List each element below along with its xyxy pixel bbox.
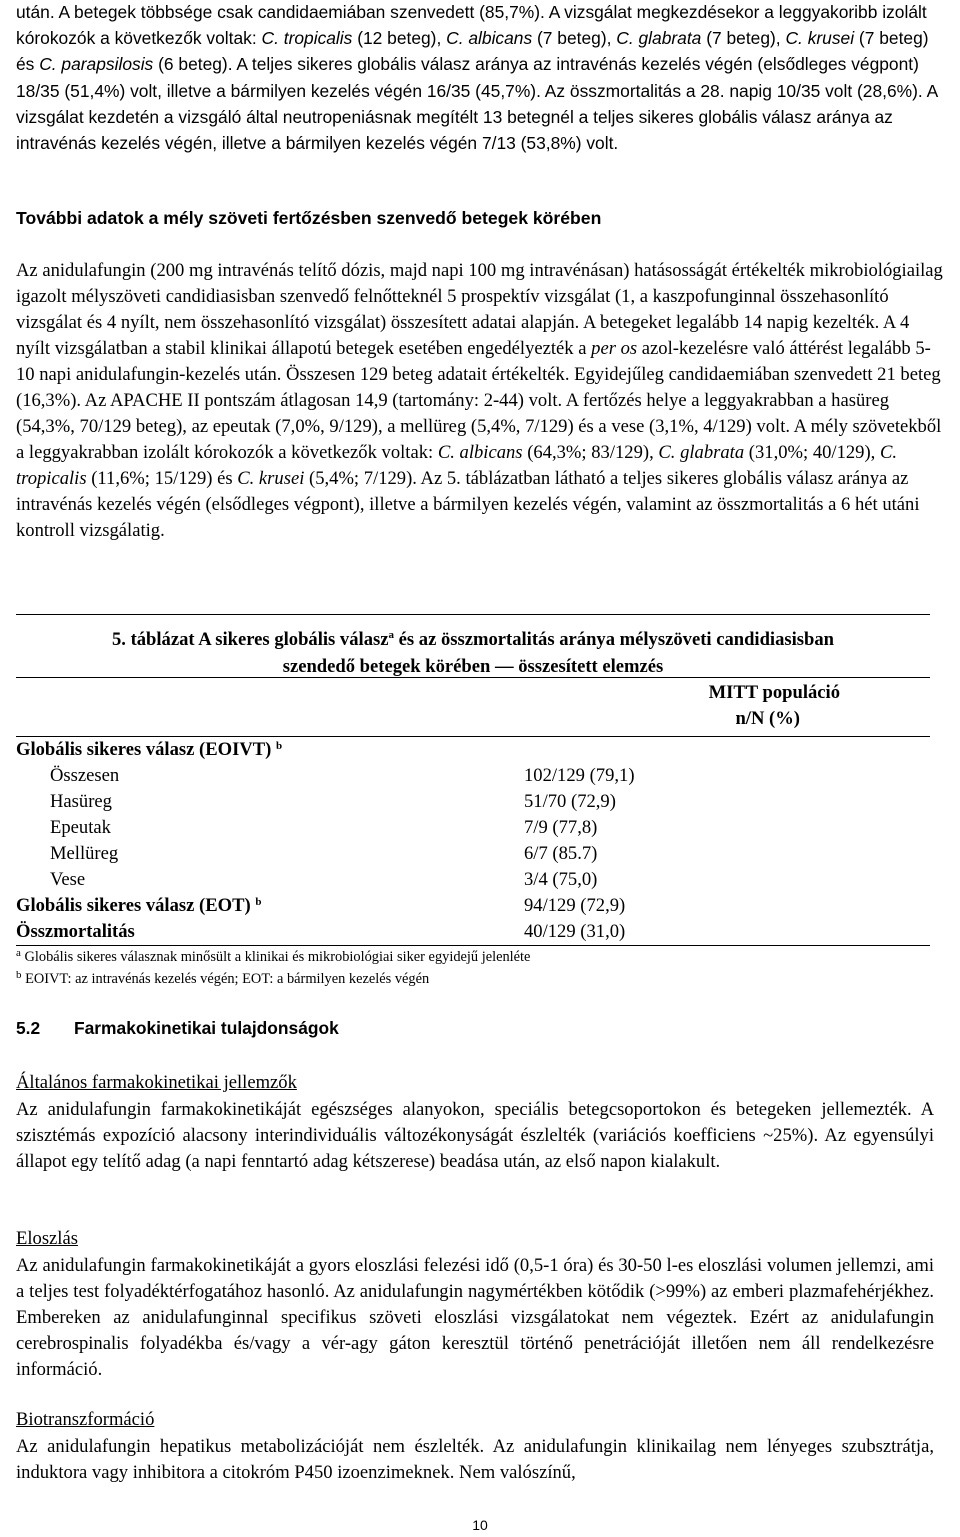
biotransformation-paragraph: Az anidulafungin hepatikus metabolizációját nem észlelték. Az anidulafungin klinikailag nem lényeges szubsztrátja, induktora vagy inhibitora a citokróm P450 izoenzimeknek. Nem valószínű, bbox=[16, 1436, 934, 1483]
column-header-population: MITT populáció bbox=[708, 682, 840, 703]
section-title: Farmakokinetikai tulajdonságok bbox=[74, 1018, 339, 1038]
species-name: C. krusei bbox=[785, 28, 855, 49]
table-footnote bbox=[16, 947, 530, 967]
caption-text: 5. táblázat A sikeres globális válasz bbox=[111, 629, 389, 650]
table-column-header bbox=[16, 682, 930, 734]
subheading-distribution: Eloszlás bbox=[16, 1228, 78, 1249]
row-label bbox=[16, 737, 282, 763]
text-segment: után. A betegek többsége csak candidaemiában szenvedett (85,7%). A vizsgálat megkezdésekor a leggyakoribb izolált kórokozók a következők voltak: bbox=[16, 2, 927, 49]
row-label: Epeutak bbox=[50, 817, 111, 838]
species-name: C. krusei bbox=[237, 468, 305, 489]
row-footnote-mark: b bbox=[276, 740, 283, 752]
row-value: 51/70 (72,9) bbox=[524, 791, 616, 812]
row-value: 40/129 (31,0) bbox=[524, 921, 626, 942]
text-segment: (7 beteg), bbox=[532, 28, 617, 49]
text-segment: (6 beteg). A teljes sikeres globális válasz aránya az intravénás kezelés végén (elsődleges végpont) 18/35 (51,4%) volt, illetve a bármilyen kezelés végén 16/35 (45,7%). Az összmortalitás a 28. napig 10/35 volt (28,6%). A vizsgálat kezdetén a vizsgáló által neutropeniásnak megítélt 13 betegnél a teljes sikeres globális válasz aránya az intravénás kezelés végén, illetve a bármilyen kezelés végén 7/13 (53,8%) volt. bbox=[16, 54, 938, 154]
row-label: Vese bbox=[50, 869, 86, 890]
footnote-mark: b bbox=[16, 969, 22, 981]
row-footnote-mark: b bbox=[255, 896, 262, 908]
italic-term: per os bbox=[591, 338, 638, 359]
table-top-rule bbox=[16, 614, 930, 615]
footnote-text: EOIVT: az intravénás kezelés végén; EOT: a bármilyen kezelés végén bbox=[21, 971, 430, 987]
text-segment: azol-kezelésre való áttérést legalább 5-10 napi anidulafungin-kezelés után. Összesen 129 beteg adatait értékelték. Egyidejűleg candidaemiában szenvedett 21 beteg (16,3%). Az APACHE II pontszám átlagosan 14,9 (tartomány: 2-44) volt. A fertőzés helye a leggyakrabban a hasüreg (54,3%, 70/129 beteg), az epeutak (7,0%, 9/129), a mellüreg (5,4%, 7/129) és a vese (3,1%, 4/129) volt. A mély szövetekből a leggyakrabban izolált kórokozók a következők voltak: bbox=[16, 338, 942, 463]
table-caption bbox=[16, 626, 930, 680]
table-row bbox=[16, 763, 930, 789]
text-segment: (64,3%; 83/129), bbox=[522, 442, 659, 463]
table-row bbox=[16, 841, 930, 867]
caption-text: és az összmortalitás aránya mélyszöveti candidiasisban bbox=[393, 629, 835, 650]
text-segment: (7 beteg), bbox=[701, 28, 786, 49]
text-segment: (11,6%; 15/129) és bbox=[86, 468, 238, 489]
footnote-text: Globális sikeres válasznak minősült a klinikai és mikrobiológiai siker egyidejű jelenléte bbox=[20, 949, 531, 965]
species-name: C. albicans bbox=[446, 28, 533, 49]
row-value: 94/129 (72,9) bbox=[524, 895, 626, 916]
row-label: Összmortalitás bbox=[16, 921, 135, 942]
section-heading-pharmacokinetics bbox=[16, 1018, 339, 1039]
row-label-text: Globális sikeres válasz (EOT) bbox=[16, 895, 251, 916]
text-segment: Az anidulafungin (200 mg intravénás telítő dózis, majd napi 100 mg intravénásan) hatásosságát értékelték mikrobiológiailag igazolt mélyszöveti candidiasisban szenvedő felnőtteknél 5 prospektív vizsgálat (1, a kaszpofunginnal összehasonlító vizsgálat és 4 nyílt, nem összehasonlító vizsgálat) összesített adatai alapján. A betegeket legalább 14 napig kezelték. A 4 nyílt vizsgálatban a stabil klinikai állapotú betegek esetében engedélyezték a bbox=[16, 260, 943, 359]
table-header-rule bbox=[16, 677, 930, 678]
text-segment: (12 beteg), bbox=[352, 28, 447, 49]
row-value: 7/9 (77,8) bbox=[524, 817, 598, 838]
row-value: 3/4 (75,0) bbox=[524, 869, 598, 890]
page-number: 10 bbox=[472, 1517, 488, 1533]
table-row bbox=[16, 867, 930, 893]
table-row bbox=[16, 737, 930, 763]
species-name: C. tropicalis bbox=[261, 28, 353, 49]
species-name: C. tropicalis bbox=[16, 442, 898, 489]
footnote-mark: a bbox=[16, 947, 21, 959]
row-label: Mellüreg bbox=[50, 843, 119, 864]
row-value: 102/129 (79,1) bbox=[524, 765, 635, 786]
table-row bbox=[16, 789, 930, 815]
intro-paragraph bbox=[16, 0, 944, 156]
table-caption-line1 bbox=[16, 626, 930, 653]
species-name: C. albicans bbox=[437, 442, 523, 463]
text-segment: (31,0%; 40/129), bbox=[744, 442, 880, 463]
text-segment: (7 beteg) és bbox=[16, 28, 929, 75]
deep-tissue-paragraph bbox=[16, 258, 946, 544]
table-row bbox=[16, 815, 930, 841]
row-value: 6/7 (85.7) bbox=[524, 843, 598, 864]
subheading-biotransformation: Biotranszformáció bbox=[16, 1409, 155, 1430]
table-row bbox=[16, 893, 930, 919]
caption-footnote-mark: a bbox=[388, 629, 394, 641]
subheading-general: Általános farmakokinetikai jellemzők bbox=[16, 1072, 297, 1093]
section-number: 5.2 bbox=[16, 1018, 41, 1038]
table-row bbox=[16, 919, 930, 945]
row-label: Összesen bbox=[50, 765, 120, 786]
text-segment: (5,4%; 7/129). Az 5. táblázatban látható a teljes sikeres globális válasz aránya az intravénás kezelés végén (elsődleges végpont), illetve a bármilyen kezelés végén, valamint az összmortalitás a 6 hét utáni kontroll vizsgálatig. bbox=[16, 468, 920, 541]
table-bottom-rule bbox=[16, 945, 930, 946]
species-name: C. parapsilosis bbox=[39, 54, 154, 75]
general-paragraph: Az anidulafungin farmakokinetikáját egészséges alanyokon, speciális betegcsoportokon és betegeken jellemezték. A szisztémás expozíció alacsony interindividuális változékonyságát észlelték (variációs koefficiens ~25%). Az egyensúlyi állapot egy telítő adag (a napi fenntartó adag kétszerese) beadása után, az első napon kialakult. bbox=[16, 1099, 934, 1172]
row-label bbox=[16, 893, 261, 919]
species-name: C. glabrata bbox=[616, 28, 702, 49]
section-heading-deep-tissue: További adatok a mély szöveti fertőzésben szenvedő betegek körében bbox=[16, 208, 602, 228]
table-caption-line2: szendedő betegek körében — összesített elemzés bbox=[282, 656, 664, 677]
row-label-text: Globális sikeres válasz (EOIVT) bbox=[16, 739, 272, 760]
row-label: Hasüreg bbox=[50, 791, 112, 812]
table-footnote bbox=[16, 969, 429, 989]
species-name: C. glabrata bbox=[658, 442, 745, 463]
column-header-unit: n/N (%) bbox=[735, 708, 800, 729]
distribution-paragraph: Az anidulafungin farmakokinetikáját a gyors eloszlási felezési idő (0,5-1 óra) és 30-50 l-es eloszlási volumen jellemzi, ami a teljes test folyadéktérfogatához hasonló. Az anidulafungin nagymértékben kötődik (>99%) az emberi plazmafehérjékhez. Embereken az anidulafunginnal specifikus szöveti eloszlási vizsgálatokat nem végeztek. Ezért az anidulafungin cerebrospinalis folyadékba és/vagy a vér-agy gáton keresztül történő penetrációját illetően nem áll rendelkezésre információ. bbox=[16, 1255, 934, 1380]
